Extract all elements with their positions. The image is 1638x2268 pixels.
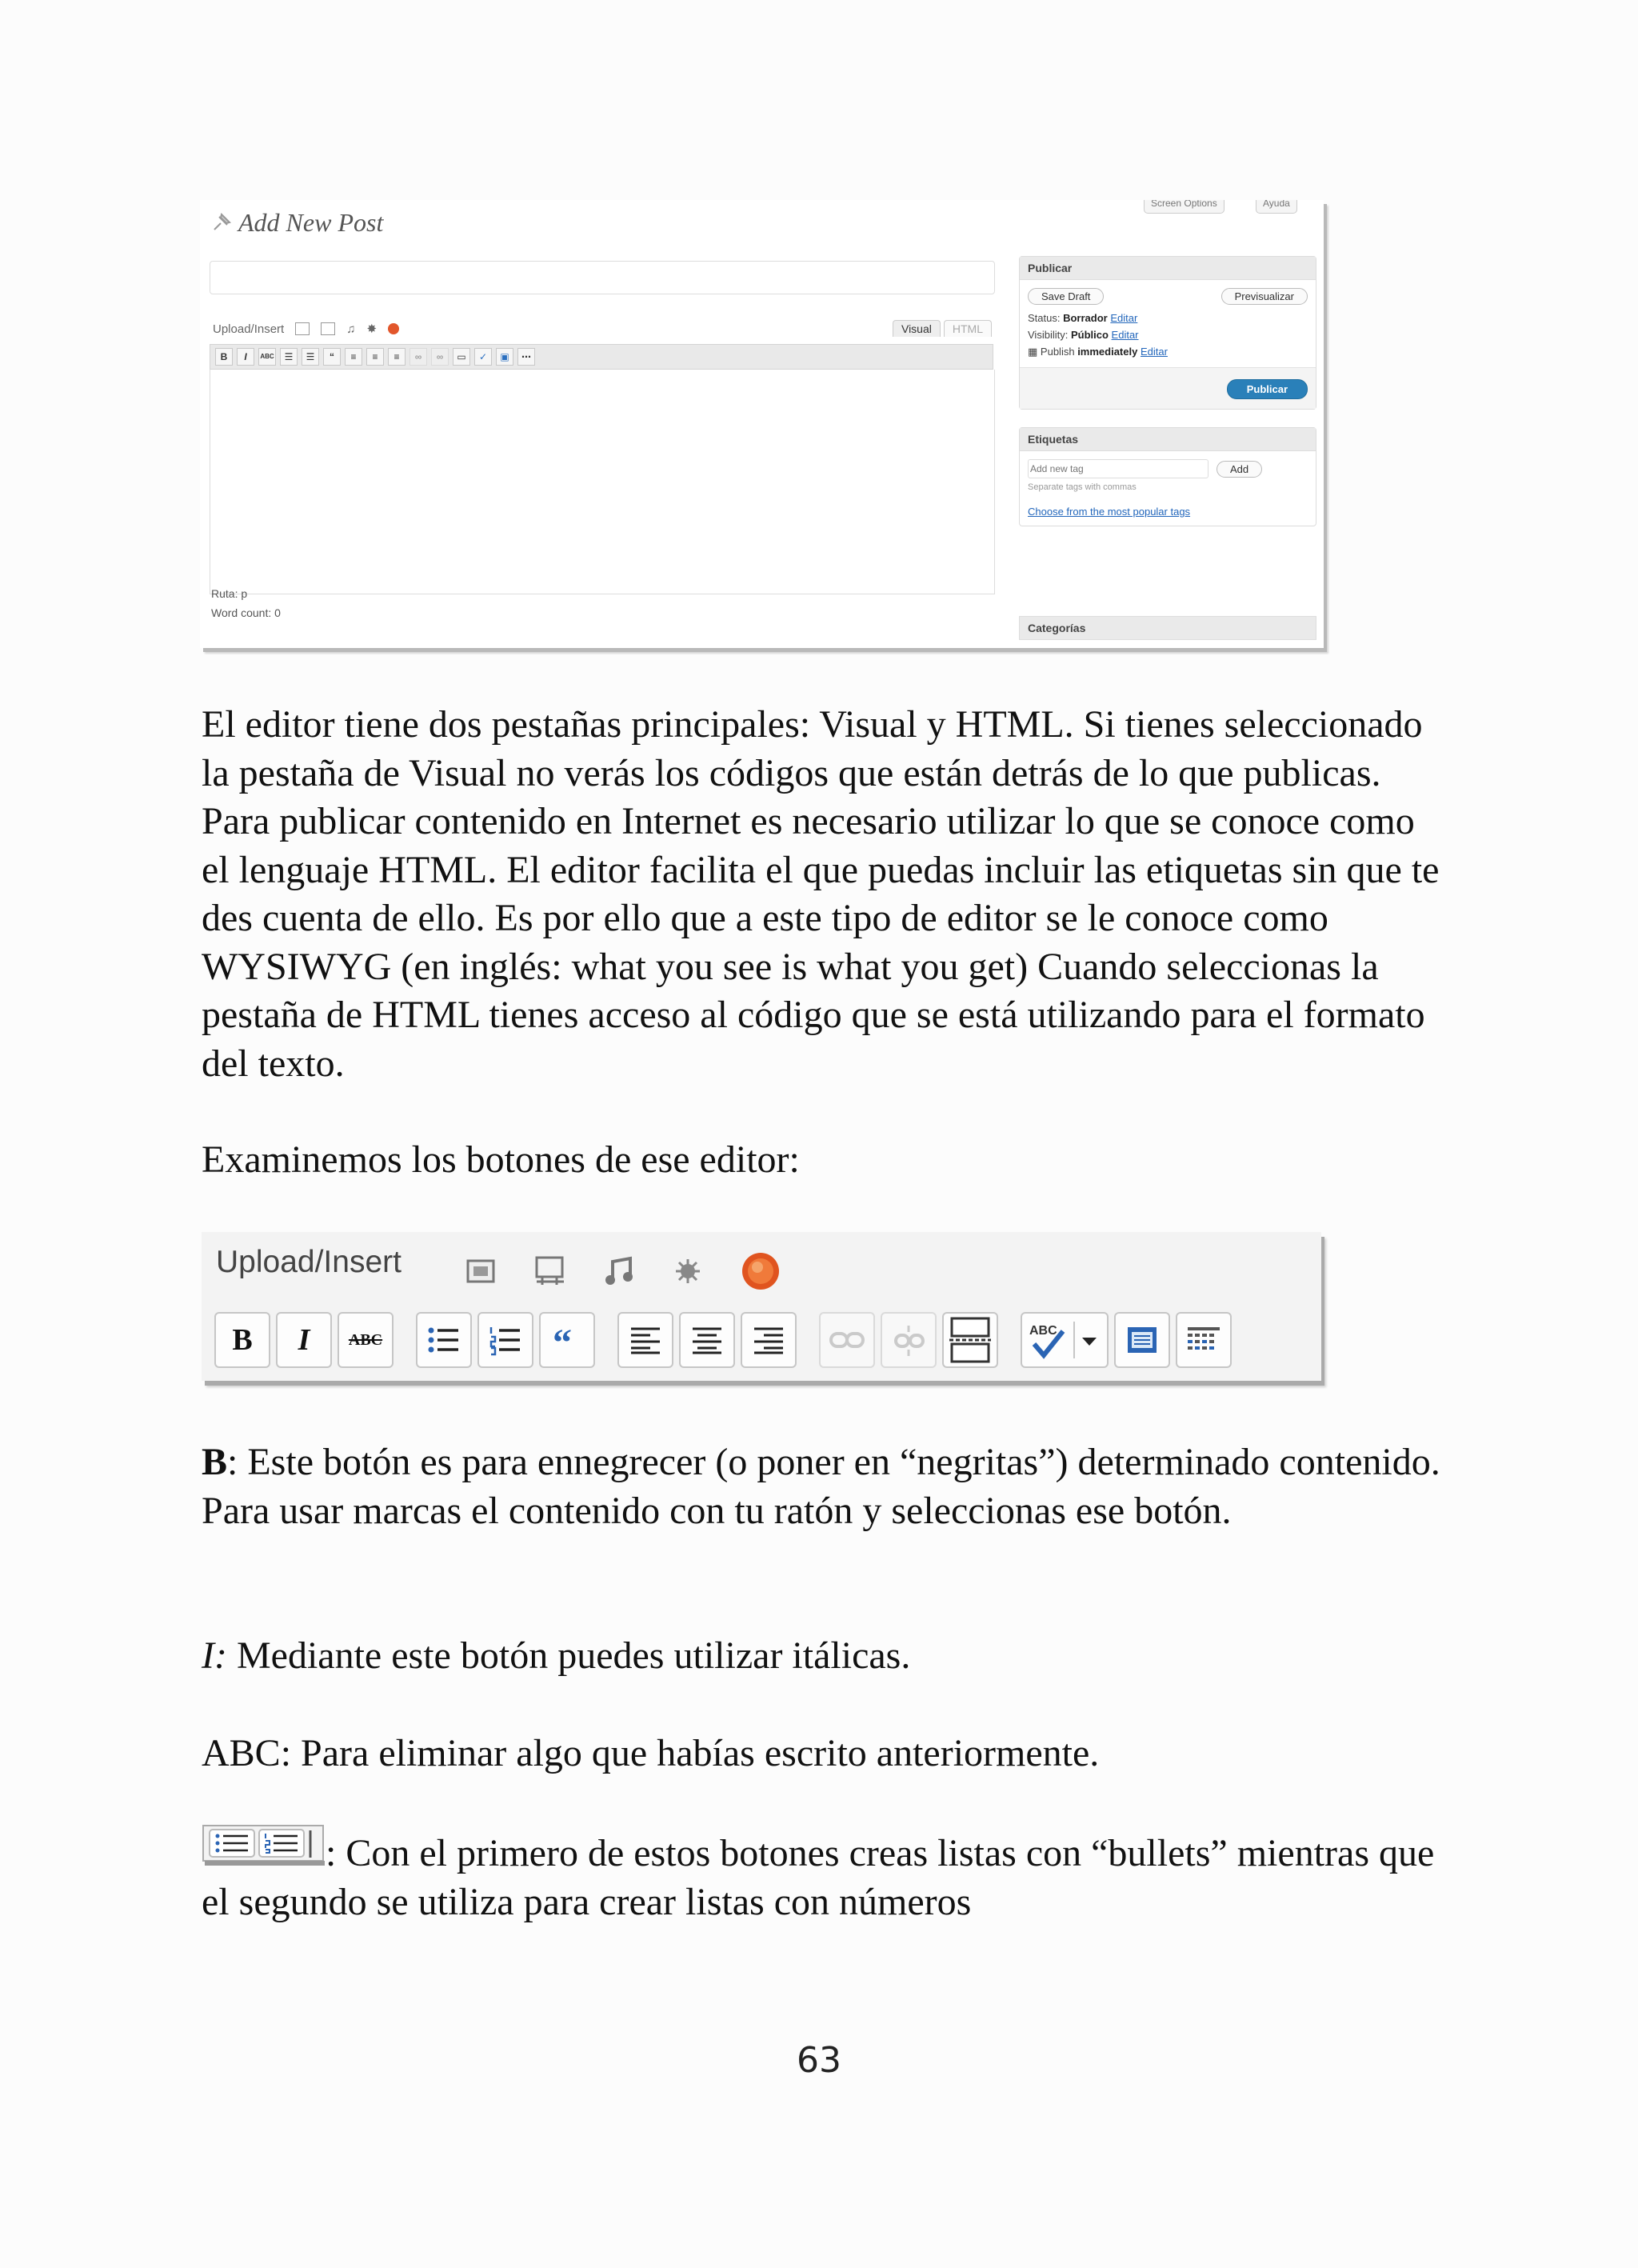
numbered-list-icon [488,1324,523,1356]
publish-button[interactable]: Publicar [1227,379,1308,399]
paragraph-editor-tabs: El editor tiene dos pestañas principales: Visual y HTML. Si tienes seleccionado la pestaña de Visual no verás los códigos que están detrás de lo que publicas. Para publicar contenido en Internet es necesario utilizar lo que se conoce como el lenguaje HTML. El editor facilita el que puedas incluir las etiquetas sin que te des cuenta de ello. Es por ello que a este tipo de editor se le conoce como WYSIWYG (en inglés: what you see is what you get) Cuando seleccionas la pestaña de HTML tienes acceso al código que se está utilizando para el formato del texto. [202,703,1440,1085]
numbered-list-icon[interactable]: ☰ [302,348,319,366]
path-text: Ruta: p [211,587,248,600]
visibility-label: Visibility: [1028,329,1069,341]
calendar-icon: ▦ [1028,346,1038,358]
italic-label: I [298,1323,310,1357]
add-new-post-screenshot [200,200,1324,648]
kitchen-sink-icon [1186,1326,1221,1354]
link-button[interactable] [819,1312,875,1368]
page-title [211,208,383,238]
kitchen-sink-icon[interactable]: ⋯ [517,348,535,366]
italic-description-text: Mediante este botón puedes utilizar itálicas. [226,1634,911,1677]
align-center-icon [691,1326,723,1354]
tab-visual[interactable]: Visual [893,320,941,337]
spellcheck-abc-text: ABC [1029,1324,1057,1338]
spellcheck-icon[interactable]: ✓ [474,348,492,366]
editor-toolbar-screenshot [202,1232,1321,1381]
visibility-value: Público [1070,329,1109,341]
audio-icon[interactable] [603,1255,635,1287]
link-icon [829,1330,865,1350]
pushpin-icon [211,212,232,233]
firefox-icon[interactable] [741,1251,781,1291]
page-title-text: Add New Post [238,208,384,237]
sidebar [1019,256,1316,544]
formatting-toolbar [214,1312,1232,1368]
bullet-list-icon [426,1324,461,1356]
paragraph-examine-buttons: Examinemos los botones de ese editor: [202,1138,800,1181]
new-tag-input[interactable] [1028,459,1209,478]
align-right-icon[interactable]: ≡ [388,348,406,366]
bold-icon[interactable]: B [215,348,233,366]
tags-box [1019,427,1316,526]
edit-publish-time-link[interactable]: Editar [1140,346,1168,358]
bold-description [202,1438,1449,1535]
align-center-icon[interactable]: ≡ [366,348,384,366]
italic-icon[interactable]: I [237,348,254,366]
list-buttons-description-text: : Con el primero de estos botones creas listas con “bullets” mientras que el segundo se utiliza para crear listas con números [202,1832,1435,1923]
align-center-button[interactable] [679,1312,735,1368]
firefox-icon[interactable] [388,323,399,334]
strikethrough-label: ABC [348,1330,383,1349]
spellcheck-icon [1026,1320,1103,1360]
italic-term: I: [202,1634,227,1677]
unlink-button[interactable] [881,1312,937,1368]
upload-insert-label: Upload/Insert [213,322,285,336]
align-left-icon [629,1326,661,1354]
spellcheck-button[interactable] [1021,1312,1109,1368]
upload-insert-row [213,322,399,336]
video-icon[interactable] [534,1255,566,1287]
publish-label: Publish [1040,346,1075,358]
publish-time-row [1020,343,1316,361]
fullscreen-icon [1126,1326,1158,1354]
align-left-icon[interactable]: ≡ [345,348,362,366]
unlink-icon[interactable]: ∞ [431,348,449,366]
bullet-list-icon[interactable]: ☰ [280,348,298,366]
publish-heading: Publicar [1020,257,1316,280]
audio-icon[interactable]: ♫ [346,322,356,336]
link-icon[interactable]: ∞ [410,348,427,366]
italic-button[interactable] [276,1312,332,1368]
more-tag-button[interactable] [942,1312,998,1368]
edit-status-link[interactable]: Editar [1110,312,1138,324]
tags-heading: Etiquetas [1020,428,1316,451]
status-value: Borrador [1063,312,1108,324]
unlink-icon [891,1324,926,1356]
align-left-button[interactable] [617,1312,673,1368]
save-draft-button[interactable]: Save Draft [1028,288,1104,305]
bold-button[interactable] [214,1312,270,1368]
bold-label: B [232,1323,253,1357]
status-label: Status: [1028,312,1061,324]
more-tag-icon [949,1316,991,1364]
popular-tags-link[interactable]: Choose from the most popular tags [1028,506,1191,518]
status-row [1020,310,1316,326]
categories-heading: Categorías [1019,616,1316,640]
editor-tabs [893,320,992,337]
blockquote-icon [551,1328,583,1352]
kitchen-sink-button[interactable] [1176,1312,1232,1368]
more-tag-icon[interactable]: ▭ [453,348,470,366]
media-icon[interactable] [672,1255,704,1287]
preview-button[interactable]: Previsualizar [1221,288,1308,305]
bullet-list-button[interactable] [416,1312,472,1368]
tab-html[interactable]: HTML [944,320,992,337]
strikethrough-icon[interactable]: ABC [258,348,276,366]
bold-term: B [202,1441,228,1483]
word-count: Word count: 0 [211,606,281,619]
publish-value: immediately [1077,346,1138,358]
svg-text:“: “ [553,1328,572,1352]
upload-insert-label: Upload/Insert [216,1245,402,1279]
visibility-row [1020,326,1316,343]
italic-description [202,1632,1449,1681]
align-right-icon [753,1326,785,1354]
list-buttons-description [202,1824,1449,1926]
help-tab[interactable]: Ayuda [1256,200,1297,214]
editor-content-area[interactable] [210,370,995,594]
media-icons-row [465,1251,781,1291]
media-icon[interactable]: ✸ [366,322,378,336]
fullscreen-icon[interactable]: ▣ [496,348,513,366]
publish-box [1019,256,1316,410]
editor-toolbar-small [210,344,993,370]
image-icon[interactable] [465,1258,497,1285]
bold-description-text: : Este botón es para ennegrecer (o poner en “negritas”) determinado contenido. Para usar marcas el contenido con tu ratón y seleccionas ese botón. [202,1441,1440,1532]
list-buttons-image [202,1824,326,1869]
page-number: 63 [797,2040,841,2081]
tags-hint: Separate tags with commas [1028,482,1137,492]
screen-options-tab[interactable]: Screen Options [1144,200,1225,214]
editor-status [211,584,281,622]
blockquote-button[interactable] [539,1312,595,1368]
post-title-input[interactable] [210,261,995,294]
numbered-list-button[interactable] [477,1312,533,1368]
add-tag-button[interactable]: Add [1217,461,1262,478]
edit-visibility-link[interactable]: Editar [1111,329,1139,341]
strikethrough-description: ABC: Para eliminar algo que habías escrito anteriormente. [202,1732,1100,1774]
align-right-button[interactable] [741,1312,797,1368]
strikethrough-button[interactable] [338,1312,394,1368]
blockquote-icon[interactable]: “ [323,348,341,366]
image-icon[interactable] [295,322,310,335]
fullscreen-button[interactable] [1114,1312,1170,1368]
video-icon[interactable] [321,322,335,335]
